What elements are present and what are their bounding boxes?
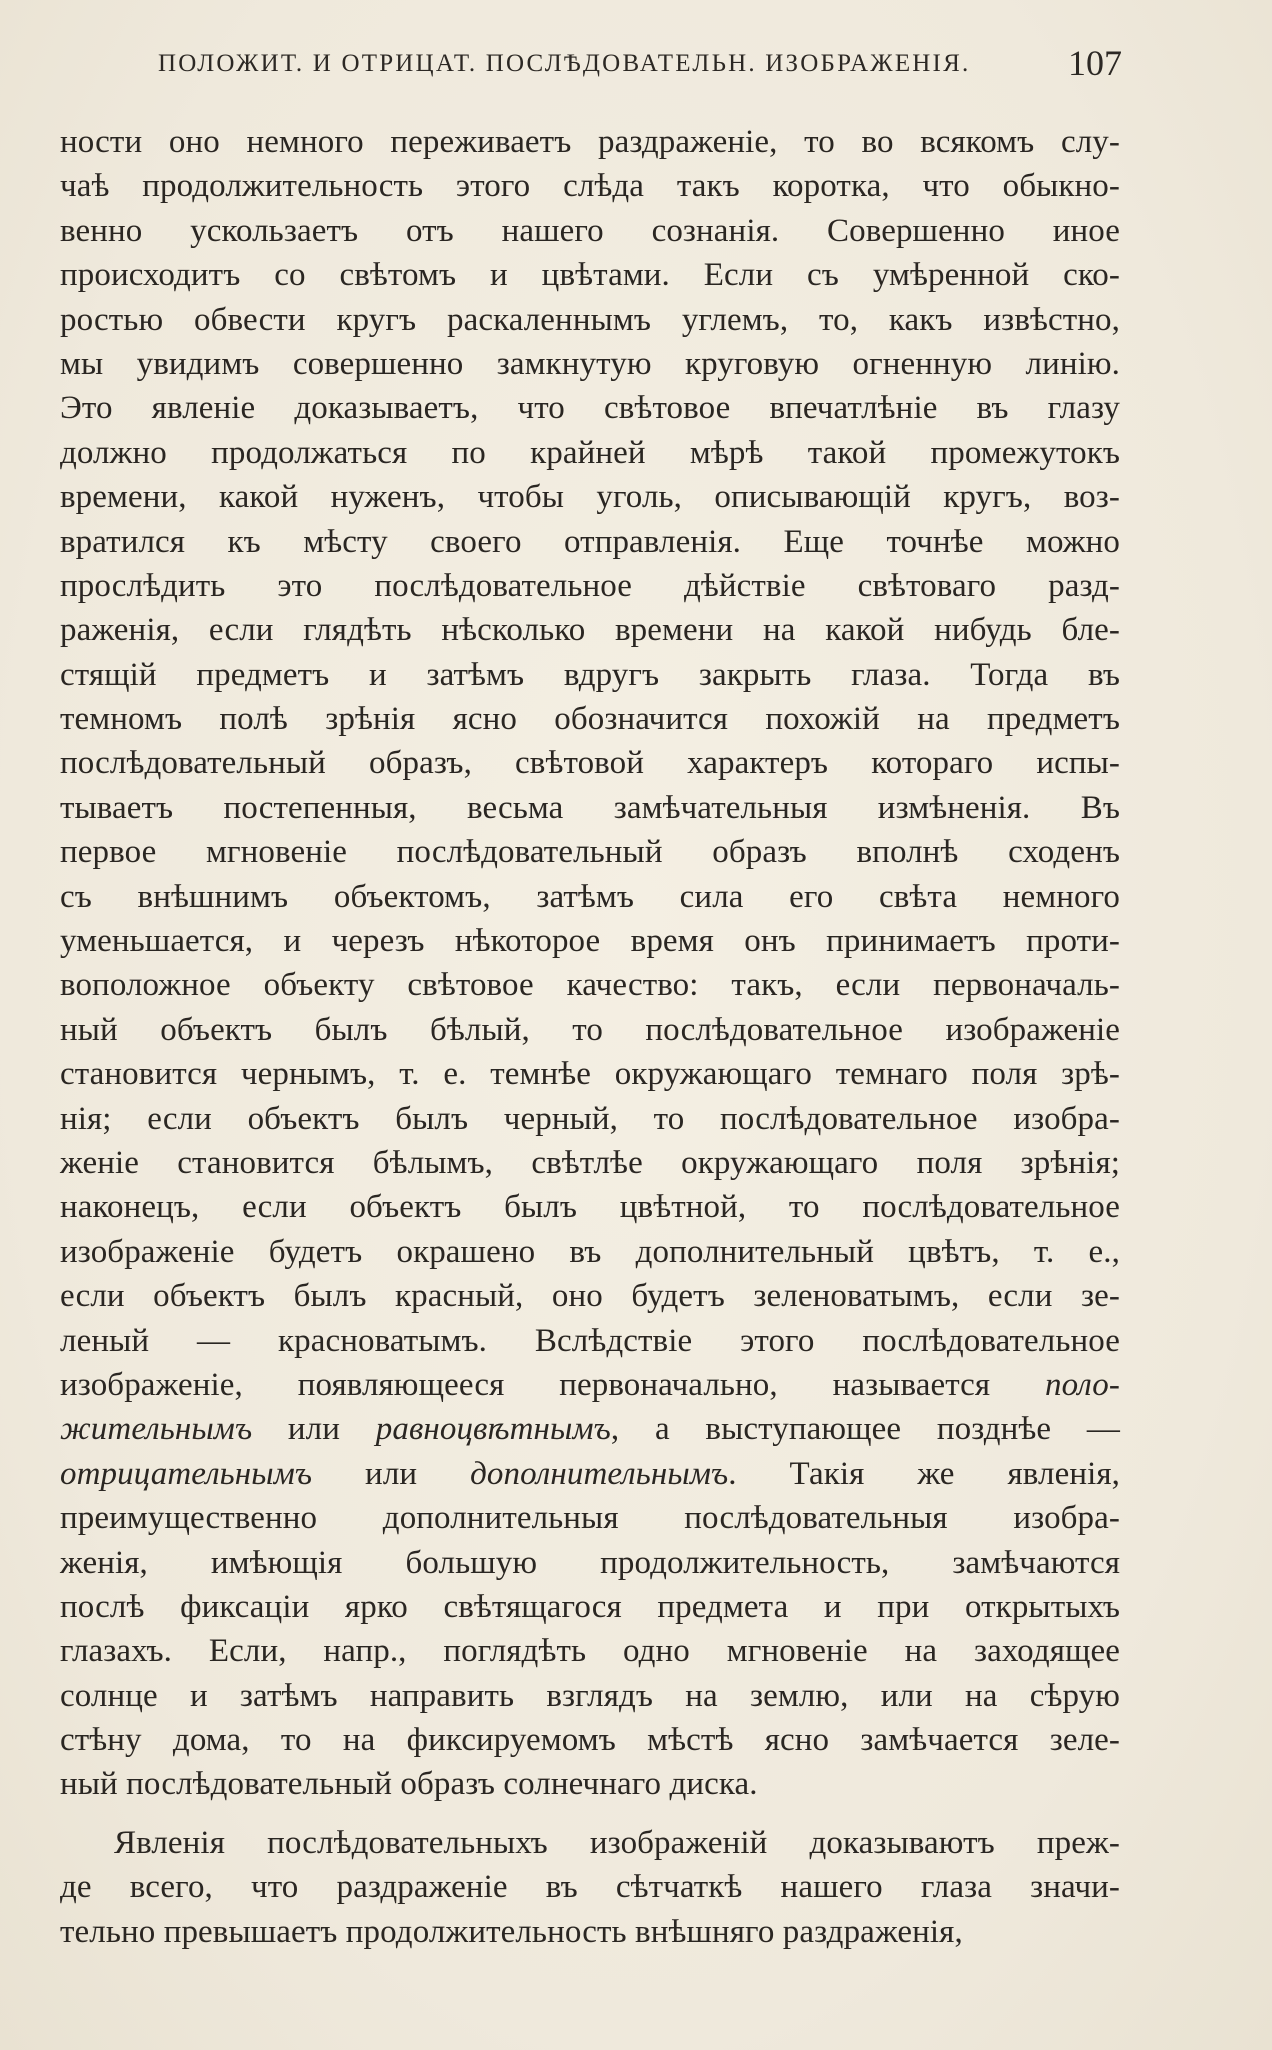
text-run: тельно превышаетъ продолжительность внѣшняго раздраженія, xyxy=(60,1913,963,1950)
text-line xyxy=(60,1762,1120,1806)
text-run: времени, какой нуженъ, чтобы уголь, описывающій кругъ, воз- xyxy=(60,479,1120,516)
text-run: Это явленіе доказываетъ, что свѣтовое впечатлѣніе въ глазу xyxy=(60,390,1120,427)
page-number: 107 xyxy=(1068,43,1122,83)
text-line xyxy=(60,386,1120,430)
running-head: ПОЛОЖИТ. И ОТРИЦАТ. ПОСЛѢДОВАТЕЛЬН. ИЗОБРАЖЕНІЯ. xyxy=(158,50,971,77)
text-run: темномъ полѣ зрѣнія ясно обозначится похожій на предметъ xyxy=(60,701,1120,738)
text-line xyxy=(60,253,1120,297)
text-run: раженія, если глядѣть нѣсколько времени на какой нибудь бле- xyxy=(60,612,1120,649)
text-line xyxy=(60,120,1120,164)
text-run: женія, имѣющія большую продолжительность, замѣчаются xyxy=(60,1544,1120,1581)
text-line xyxy=(60,830,1120,874)
text-line xyxy=(60,1230,1120,1274)
text-line xyxy=(60,697,1120,741)
text-line xyxy=(60,1865,1120,1909)
text-line xyxy=(60,1541,1120,1585)
text-run: стѣну дома, то на фиксируемомъ мѣстѣ ясно замѣчается зеле- xyxy=(60,1722,1120,1759)
text-run: ростью обвести кругъ раскаленнымъ углемъ, то, какъ извѣстно, xyxy=(60,301,1120,338)
italic-term: жительнымъ xyxy=(60,1411,253,1448)
text-run: преимущественно дополнительныя послѣдовательныя изобра- xyxy=(60,1500,1120,1537)
text-line xyxy=(60,919,1120,963)
text-line xyxy=(60,963,1120,1007)
text-line xyxy=(60,520,1120,564)
text-run: происходитъ со свѣтомъ и цвѣтами. Если съ умѣренной ско- xyxy=(60,257,1120,294)
text-line xyxy=(60,564,1120,608)
text-line xyxy=(60,1496,1120,1540)
text-line xyxy=(60,1674,1120,1718)
text-line xyxy=(60,786,1120,830)
text-line xyxy=(60,342,1120,386)
text-run: изображеніе будетъ окрашено въ дополнительный цвѣтъ, т. е., xyxy=(60,1233,1120,1270)
text-line xyxy=(60,1274,1120,1318)
text-line xyxy=(60,1407,1120,1451)
text-run: становится чернымъ, т. е. темнѣе окружающаго темнаго поля зрѣ- xyxy=(60,1056,1120,1093)
text-line xyxy=(60,1585,1120,1629)
text-run: послѣдовательный образъ, свѣтовой характеръ котораго испы- xyxy=(60,745,1120,782)
text-line xyxy=(60,1363,1120,1407)
text-run: леный — красноватымъ. Вслѣдствіе этого послѣдовательное xyxy=(60,1322,1120,1359)
text-run: или xyxy=(312,1455,471,1492)
text-line xyxy=(60,875,1120,919)
text-run: мы увидимъ совершенно замкнутую круговую огненную линію. xyxy=(60,345,1120,382)
text-line xyxy=(60,475,1120,519)
text-line xyxy=(60,1629,1120,1673)
text-line xyxy=(60,1052,1120,1096)
text-run: наконецъ, если объектъ былъ цвѣтной, то послѣдовательное xyxy=(60,1189,1120,1226)
italic-term: отрицательнымъ xyxy=(60,1455,313,1492)
text-line xyxy=(60,741,1120,785)
text-line xyxy=(60,1452,1120,1496)
text-run: ный послѣдовательный образъ солнечнаго диска. xyxy=(60,1766,758,1803)
page-header xyxy=(158,42,1122,90)
text-line xyxy=(60,1319,1120,1363)
text-line xyxy=(60,431,1120,475)
paragraph xyxy=(60,1821,1120,1954)
text-line xyxy=(60,653,1120,697)
text-run: если объектъ былъ красный, оно будетъ зеленоватымъ, если зе- xyxy=(60,1278,1120,1315)
text-run: . Такія же явленія, xyxy=(728,1455,1120,1492)
text-line xyxy=(60,164,1120,208)
body-text xyxy=(60,120,1120,1954)
text-run: де всего, что раздраженіе въ сѣтчаткѣ нашего глаза значи- xyxy=(60,1869,1120,1906)
text-line xyxy=(60,1910,1120,1954)
italic-term: равноцвѣтнымъ xyxy=(375,1411,611,1448)
text-line xyxy=(60,1185,1120,1229)
text-run: прослѣдить это послѣдовательное дѣйствіе свѣтоваго разд- xyxy=(60,567,1120,604)
text-run: съ внѣшнимъ объектомъ, затѣмъ сила его свѣта немного xyxy=(60,878,1120,915)
text-run: нія; если объектъ былъ черный, то послѣдовательное изобра- xyxy=(60,1100,1120,1137)
text-run: вратился къ мѣсту своего отправленія. Еще точнѣе можно xyxy=(60,523,1120,560)
text-line xyxy=(60,1141,1120,1185)
text-run: стящій предметъ и затѣмъ вдругъ закрыть глаза. Тогда въ xyxy=(60,656,1120,693)
text-line xyxy=(60,608,1120,652)
text-line xyxy=(60,1097,1120,1141)
text-run: женіе становится бѣлымъ, свѣтлѣе окружающаго поля зрѣнія; xyxy=(60,1144,1120,1181)
text-run: венно ускользаетъ отъ нашего сознанія. Совершенно иное xyxy=(60,212,1120,249)
text-line xyxy=(60,1718,1120,1762)
paragraph xyxy=(60,120,1120,1807)
text-run: изображеніе, появляющееся первоначально, называется xyxy=(60,1366,1046,1403)
text-line xyxy=(60,209,1120,253)
text-run: глазахъ. Если, напр., поглядѣть одно мгновеніе на заходящее xyxy=(60,1633,1120,1670)
text-line xyxy=(60,1008,1120,1052)
text-run: должно продолжаться по крайней мѣрѣ такой промежутокъ xyxy=(60,434,1120,471)
text-run: чаѣ продолжительность этого слѣда такъ коротка, что обыкно- xyxy=(60,168,1120,205)
text-run: Явленія послѣдовательныхъ изображеній доказываютъ преж- xyxy=(114,1824,1120,1861)
text-run: ности оно немного переживаетъ раздраженіе, то во всякомъ слу- xyxy=(60,124,1120,160)
text-line xyxy=(60,1821,1120,1865)
text-run: солнце и затѣмъ направить взглядъ на землю, или на сѣрую xyxy=(60,1677,1120,1714)
text-line xyxy=(60,298,1120,342)
text-run: воположное объекту свѣтовое качество: такъ, если первоначаль- xyxy=(60,967,1120,1004)
text-run: послѣ фиксаціи ярко свѣтящагося предмета и при открытыхъ xyxy=(60,1588,1120,1625)
text-run: уменьшается, и черезъ нѣкоторое время онъ принимаетъ проти- xyxy=(60,923,1120,960)
text-run: первое мгновеніе послѣдовательный образъ вполнѣ сходенъ xyxy=(60,834,1120,871)
paragraph-gap xyxy=(60,1807,1120,1821)
text-run: тываетъ постепенныя, весьма замѣчательныя измѣненія. Въ xyxy=(60,789,1120,826)
text-run: ный объектъ былъ бѣлый, то послѣдовательное изображеніе xyxy=(60,1011,1120,1048)
text-run: или xyxy=(252,1411,376,1448)
italic-term: дополнительнымъ xyxy=(470,1455,729,1492)
italic-term: поло- xyxy=(1045,1366,1120,1403)
text-run: , а выступающее позднѣе — xyxy=(610,1411,1120,1448)
